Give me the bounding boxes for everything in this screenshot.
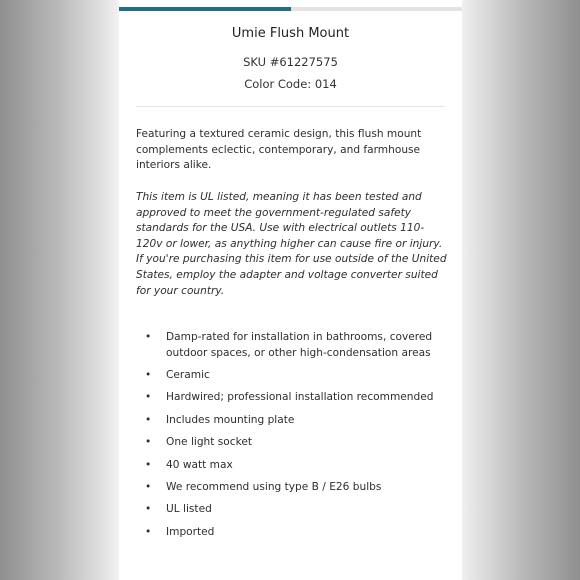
bullet-icon: • <box>145 525 152 538</box>
feature-list-item <box>136 435 456 451</box>
feature-text: We recommend using type B / E26 bulbs <box>166 480 382 493</box>
feature-text: UL listed <box>166 503 212 516</box>
product-details-panel <box>119 0 462 580</box>
carousel-progress-bar <box>119 7 462 11</box>
feature-text: Imported <box>166 525 215 538</box>
bullet-icon: • <box>145 368 152 381</box>
bullet-icon: • <box>145 458 152 471</box>
carousel-progress-fill <box>119 7 291 11</box>
feature-list-item <box>136 502 456 518</box>
feature-text: One light socket <box>166 436 253 449</box>
feature-list-item <box>136 330 456 361</box>
feature-list-item <box>136 458 456 474</box>
product-sku: SKU #61227575 <box>243 55 338 69</box>
product-description: Featuring a textured ceramic design, this flush mount complements eclectic, contemporary, and farmhouse interiors alike. <box>136 128 422 172</box>
product-title: Umie Flush Mount <box>231 26 350 41</box>
feature-text: 40 watt max <box>166 458 233 471</box>
feature-list <box>136 330 456 547</box>
feature-list-item <box>136 368 456 384</box>
bullet-icon: • <box>145 413 152 426</box>
product-header <box>119 24 462 93</box>
feature-text: Damp-rated for installation in bathrooms, covered outdoor spaces, or other high-condensation areas <box>166 331 433 359</box>
bullet-icon: • <box>145 436 152 449</box>
feature-text: Ceramic <box>166 368 210 381</box>
feature-text: Hardwired; professional installation recommended <box>166 391 434 404</box>
bullet-icon: • <box>145 331 152 343</box>
feature-list-item <box>136 390 456 406</box>
feature-text: Includes mounting plate <box>166 413 295 426</box>
bullet-icon: • <box>145 391 152 404</box>
feature-list-item <box>136 480 456 496</box>
feature-list-item <box>136 413 456 429</box>
ul-listing-note: This item is UL listed, meaning it has been tested and approved to meet the government-regulated safety standards for the USA. Use with electrical outlets 110-120v or lower, as anything higher can cause fire or injury. If you're purchasing this item for use outside of the United States, employ the adapter and voltage converter suited for your country. <box>136 191 447 297</box>
product-color-code: Color Code: 014 <box>244 77 337 91</box>
feature-list-item <box>136 525 456 541</box>
bullet-icon: • <box>145 480 152 493</box>
section-divider <box>136 106 445 107</box>
bullet-icon: • <box>145 503 152 516</box>
